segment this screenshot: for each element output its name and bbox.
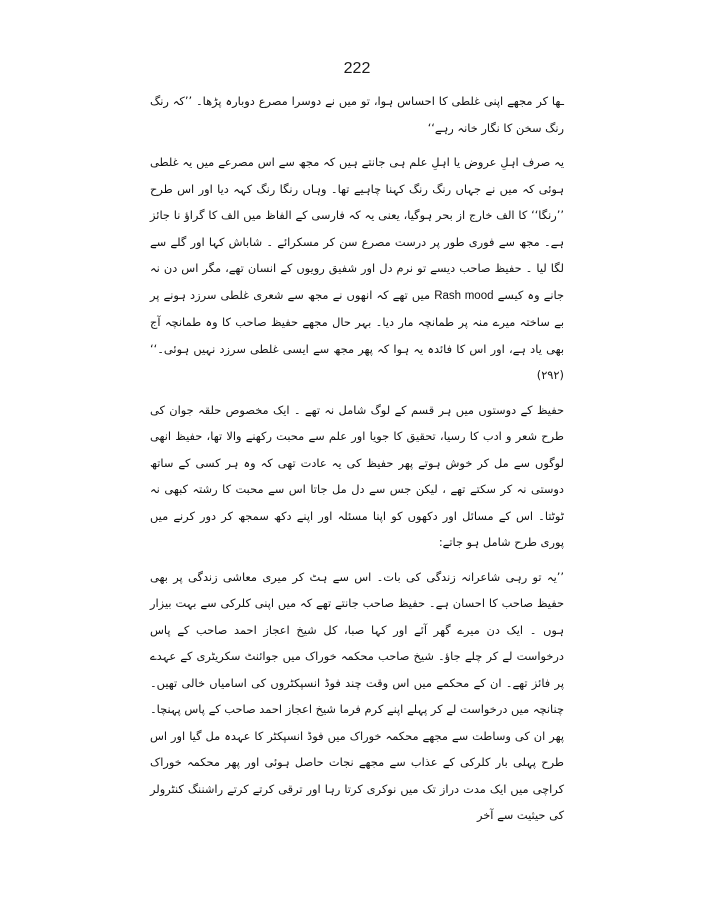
english-phrase: Rash mood — [434, 289, 494, 302]
text-body — [150, 88, 564, 829]
paragraph-gap — [150, 141, 564, 149]
paragraph-gap — [150, 556, 564, 564]
paragraph-3: حفیظ کے دوستوں میں ہر قسم کے لوگ شامل نہ تھے ۔ ایک مخصوص حلقہ جوان کی طرح شعر و ادب کا رسیا، تحقیق کا جویا اور علم سے محبت رکھنے والا تھا، حفیظ انھی لوگوں سے مل کر خوش ہوتے پھر حفیظ کی یہ عادت تھی کہ وہ ہر کسی کے ساتھ دوستی نہ کر سکتے تھے ، لیکن جس سے دل مل جاتا اس سے محبت کا رشتہ کبھی نہ ٹوٹتا۔ اس کے مسائل اور دکھوں کو اپنا مسئلہ اور اپنے دکھ سمجھ کر دور کرنے میں پوری طرح شامل ہو جاتے: — [150, 402, 564, 549]
paragraph-4: ’’یہ تو رہی شاعرانہ زندگی کی بات۔ اس سے ہٹ کر میری معاشی زندگی پر بھی حفیظ صاحب کا احسان ہے۔ حفیظ صاحب جانتے تھے کہ میں اپنی کلرکی سے بہت بیزار ہوں ۔ ایک دن میرے گھر آئے اور کہا صبا، کل شیخ اعجاز احمد صاحب کے پاس درخواست لے کر چلے جاؤ۔ شیخ صاحب محکمہ خوراک میں جوائنٹ سکریٹری کے عہدے پر فائز تھے۔ ان کے محکمے میں اس وقت چند فوڈ انسپکٹروں کی اسامیاں خالی تھیں۔ چنانچہ میں درخواست لے کر پہلے اپنے کرم فرما شیخ اعجاز احمد صاحب کے پاس پہنچا۔ پھر ان کی وساطت سے مجھے محکمہ خوراک میں فوڈ انسپکٹر کا عہدہ مل گیا اور اس طرح پہلی بار کلرکی کے عذاب سے مجھے نجات حاصل ہوئی اور پھر محکمہ خوراک کراچی میں ایک مدت دراز تک میں نوکری کرتا رہا اور ترقی کرتے کرتے راشننگ کنٹرولر کی حیثیت سے آخر — [150, 569, 564, 822]
paragraph-2-continued: میں تھے کہ انھوں نے مجھ سے شعری غلطی سرزد ہونے پر بے ساختہ میرے منہ پر طمانچہ مار دیا۔ بہر حال مجھے حفیظ صاحب کا وہ طمانچہ آج بھی یاد ہے، اور اس کا فائدہ یہ ہوا کہ پھر مجھ سے ایسی غلطی سرزد نہیں ہوئی۔‘‘ (۲۹۲) — [150, 287, 564, 382]
page-number: 222 — [343, 60, 371, 77]
paragraph-gap — [150, 389, 564, 397]
paragraph-2-text: یہ صرف اہلِ عروض یا اہلِ علم ہی جانتے ہیں کہ مجھ سے اس مصرعے میں یہ غلطی ہوئی کہ میں نے جہاں رنگ رنگ کہنا چاہیے تھا۔ وہاں رنگا رنگ کہہ دیا اور اس طرح ’’رنگا‘‘ کا الف خارج از بحر ہوگیا، یعنی یہ کہ فارسی کے الفاظ میں الف کا گراؤ نا جائز ہے۔ مجھ سے فوری طور پر درست مصرع سن کر مسکرائے ۔ شاباش کہا اور گلے سے لگا لیا ۔ حفیظ صاحب دیسے تو نرم دل اور شفیق رویوں کے انسان تھے، مگر اس دن نہ جانے وہ کیسے — [150, 155, 565, 302]
paragraph-2 — [150, 149, 564, 389]
paragraph-1: ـھا کر مجھے اپنی غلطی کا احساس ہوا، تو میں نے دوسرا مصرع دوبارہ پڑھا۔ ’’کہ رنگ رنگ سخن کا نگار خانہ رہے‘‘ — [150, 94, 564, 135]
